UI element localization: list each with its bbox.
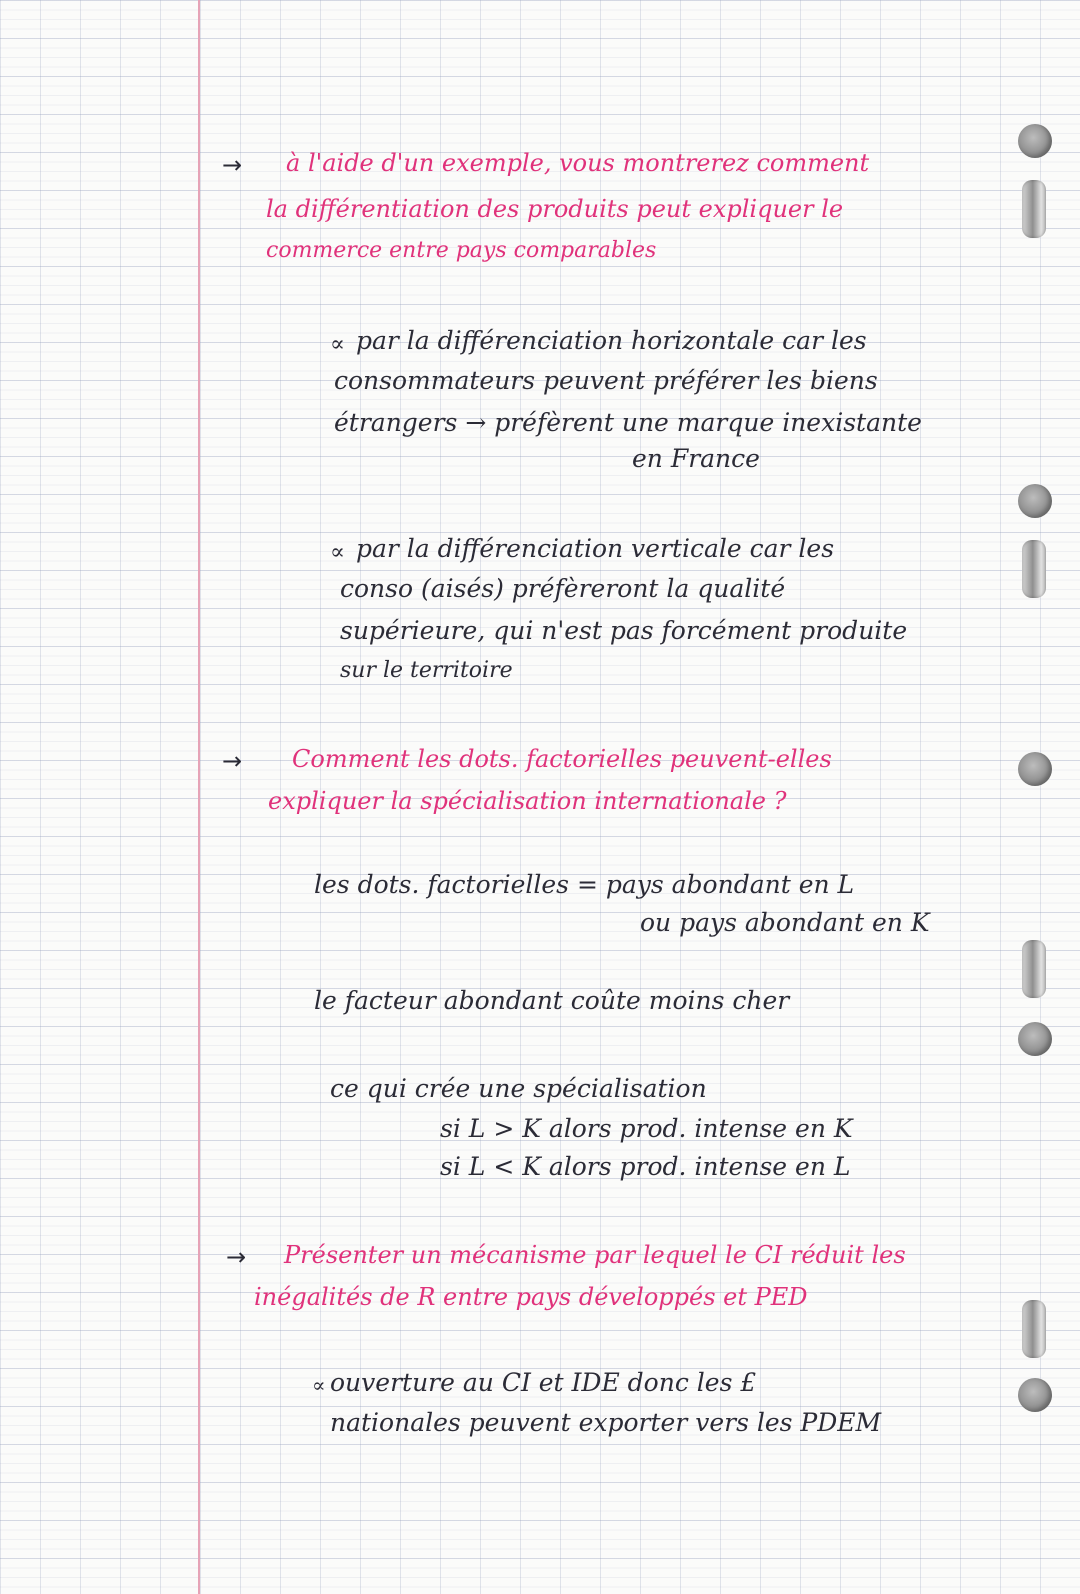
answer-line: par la différenciation verticale car les bbox=[356, 534, 835, 563]
answer-line: ouverture au CI et IDE donc les £ bbox=[330, 1368, 757, 1397]
section-arrow: → bbox=[226, 1243, 247, 1271]
answer-line: le facteur abondant coûte moins cher bbox=[314, 986, 790, 1015]
binder-hole bbox=[1018, 1378, 1052, 1412]
binder-hole bbox=[1018, 484, 1052, 518]
answer-line: supérieure, qui n'est pas forcément produite bbox=[340, 616, 908, 645]
question-line: inégalités de R entre pays développés et PED bbox=[254, 1283, 808, 1311]
binder-hole bbox=[1018, 1022, 1052, 1056]
answer-line: ce qui crée une spécialisation bbox=[330, 1074, 707, 1103]
section-arrow: → bbox=[222, 151, 243, 179]
answer-line: consommateurs peuvent préférer les biens bbox=[334, 366, 878, 395]
question-line: à l'aide d'un exemple, vous montrerez comment bbox=[286, 149, 870, 177]
question-line: la différentiation des produits peut expliquer le bbox=[266, 195, 844, 223]
answer-line: étrangers → préfèrent une marque inexistante bbox=[334, 408, 922, 437]
answer-line: par la différenciation horizontale car les bbox=[356, 326, 867, 355]
binder-clip bbox=[1022, 540, 1046, 598]
binder-hole bbox=[1018, 752, 1052, 786]
answer-line: si L < K alors prod. intense en L bbox=[440, 1152, 851, 1181]
section-arrow: → bbox=[222, 747, 243, 775]
answer-line: conso (aisés) préfèreront la qualité bbox=[340, 574, 786, 603]
question-line: expliquer la spécialisation internationale ? bbox=[268, 787, 787, 815]
answer-line: si L > K alors prod. intense en K bbox=[440, 1114, 853, 1143]
question-line: commerce entre pays comparables bbox=[266, 238, 657, 263]
answer-line: sur le territoire bbox=[340, 658, 513, 683]
bullet-symbol: ∝ bbox=[330, 540, 345, 565]
question-line: Présenter un mécanisme par lequel le CI réduit les bbox=[284, 1241, 906, 1269]
answer-line: les dots. factorielles = pays abondant en L bbox=[314, 870, 855, 899]
bullet-symbol: ∝ bbox=[330, 332, 345, 357]
answer-line: ou pays abondant en K bbox=[640, 908, 930, 937]
binder-clip bbox=[1022, 180, 1046, 238]
answer-line: en France bbox=[632, 444, 760, 473]
binder-clip bbox=[1022, 1300, 1046, 1358]
answer-line: nationales peuvent exporter vers les PDEM bbox=[330, 1408, 882, 1437]
binder-clip bbox=[1022, 940, 1046, 998]
question-line: Comment les dots. factorielles peuvent-elles bbox=[292, 745, 832, 773]
margin-line bbox=[198, 0, 200, 1594]
bullet-symbol: ∝ bbox=[312, 1373, 326, 1397]
binder-hole bbox=[1018, 124, 1052, 158]
